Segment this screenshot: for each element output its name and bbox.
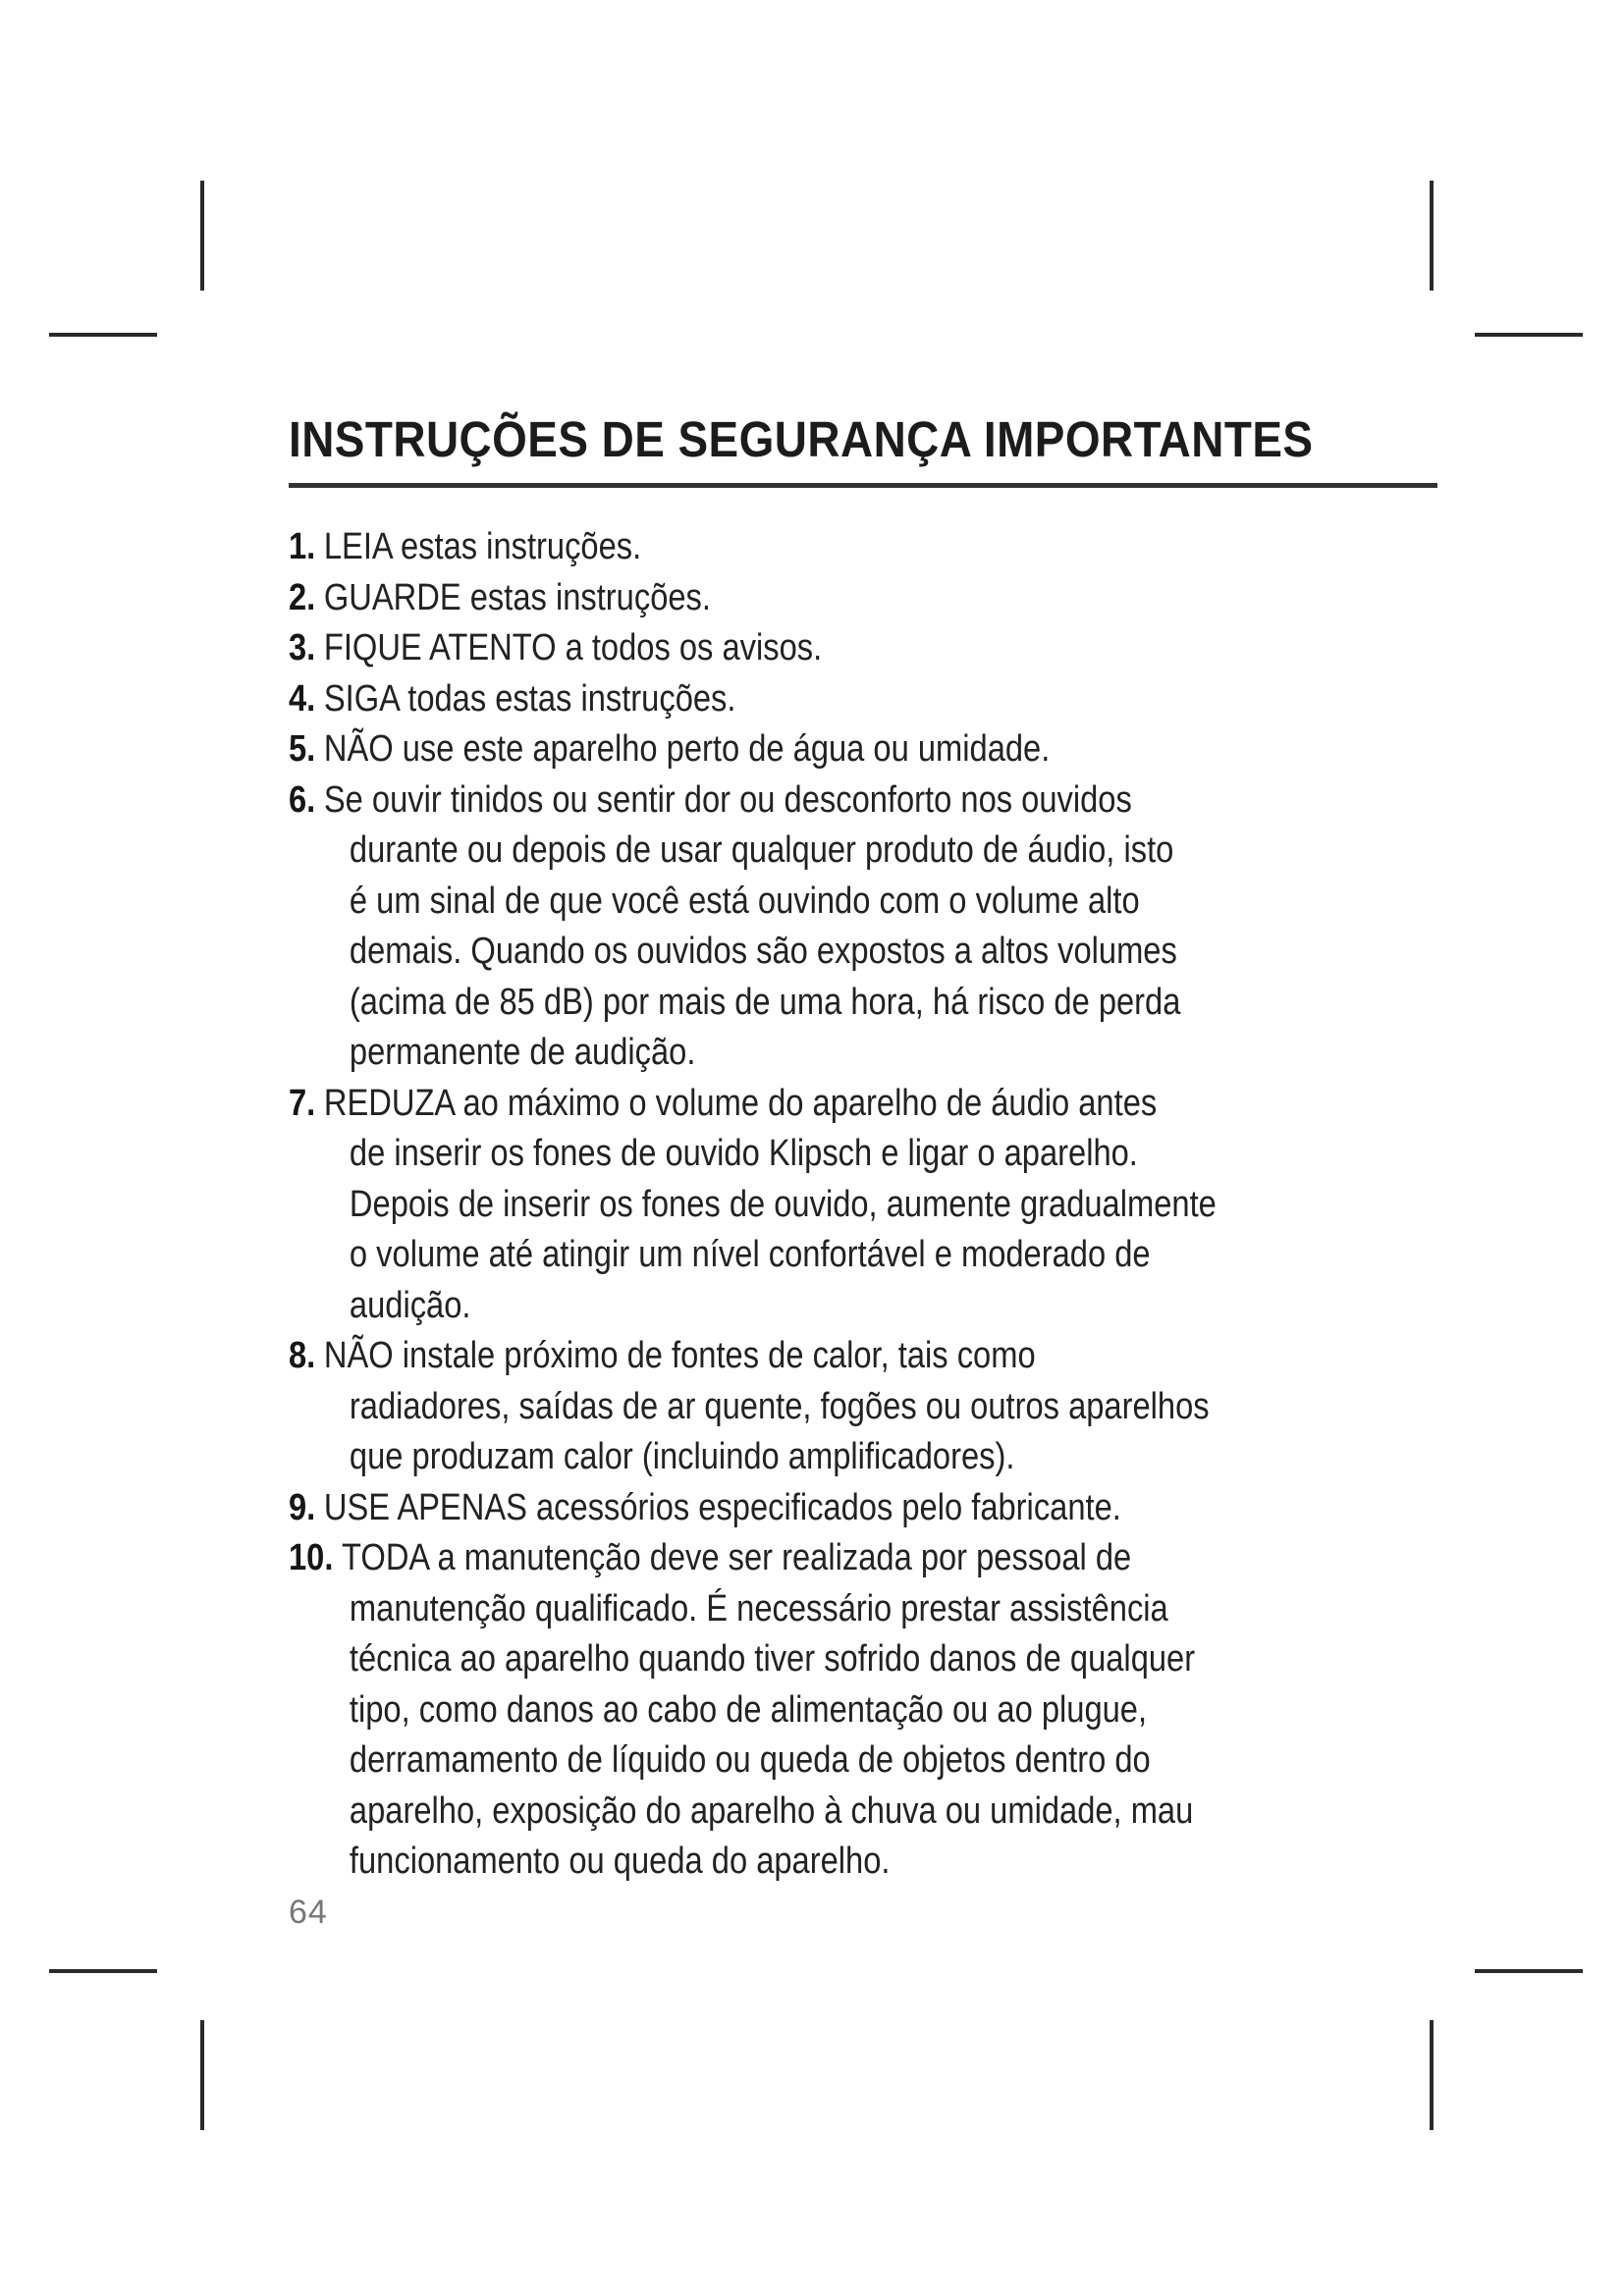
instruction-text: GUARDE estas instruções.: [323, 576, 711, 618]
page-content: [289, 410, 1437, 1882]
instruction-text: técnica ao aparelho quando tiver sofrido danos de qualquer: [349, 1638, 1196, 1680]
instruction-text: de inserir os fones de ouvido Klipsch e ligar o aparelho.: [349, 1133, 1138, 1174]
instruction-text: que produzam calor (incluindo amplificadores).: [349, 1436, 1015, 1477]
instruction-text: funcionamento ou queda do aparelho.: [349, 1841, 891, 1882]
instruction-number: 10.: [289, 1537, 334, 1578]
instruction-text: SIGA todas estas instruções.: [323, 677, 736, 720]
instruction-text: USE APENAS acessórios especificados pelo fabricante.: [323, 1486, 1121, 1528]
instruction-number: 7.: [289, 1082, 316, 1124]
instruction-item: [289, 1483, 1462, 1534]
instruction-text: NÃO use este aparelho perto de água ou umidade.: [323, 728, 1051, 770]
instruction-text: derramamento de líquido ou queda de objetos dentro do: [349, 1739, 1151, 1781]
instruction-number: 4.: [289, 677, 316, 720]
instruction-text: radiadores, saídas de ar quente, fogões ou outros aparelhos: [349, 1385, 1210, 1427]
instruction-text: REDUZA ao máximo o volume do aparelho de áudio antes: [323, 1082, 1158, 1124]
instruction-text: audição.: [349, 1284, 471, 1326]
crop-mark-bottom-left-horizontal: [49, 1969, 157, 1973]
page-title: INSTRUÇÕES DE SEGURANÇA IMPORTANTES: [289, 411, 1314, 467]
instruction-item: [289, 573, 1462, 624]
crop-mark-top-right-horizontal: [1475, 333, 1583, 337]
crop-mark-bottom-right-horizontal: [1475, 1969, 1583, 1973]
crop-mark-top-left-horizontal: [49, 333, 157, 337]
instruction-number: 8.: [289, 1335, 316, 1376]
instruction-text: aparelho, exposição do aparelho à chuva ou umidade, mau: [349, 1789, 1194, 1832]
instruction-number: 9.: [289, 1486, 316, 1528]
title-block: [289, 410, 1437, 488]
crop-mark-bottom-left-vertical: [200, 2020, 204, 2130]
instruction-text: LEIA estas instruções.: [323, 526, 642, 567]
safety-instructions-list: [289, 522, 1467, 1888]
instruction-item: [289, 1331, 1462, 1483]
instruction-text: permanente de audição.: [349, 1032, 696, 1073]
crop-mark-top-right-vertical: [1430, 181, 1434, 291]
instruction-number: 2.: [289, 576, 316, 618]
instruction-number: 6.: [289, 778, 316, 821]
instruction-number: 1.: [289, 526, 316, 567]
instruction-number: 5.: [289, 728, 316, 770]
page-number: 64: [289, 1894, 328, 1931]
instruction-item: [289, 775, 1462, 1079]
instruction-text: Se ouvir tinidos ou sentir dor ou desconforto nos ouvidos: [323, 778, 1132, 821]
instruction-text: Depois de inserir os fones de ouvido, aumente gradualmente: [349, 1183, 1217, 1225]
instruction-item: [289, 674, 1462, 725]
instruction-text: FIQUE ATENTO a todos os avisos.: [323, 627, 823, 668]
crop-mark-bottom-right-vertical: [1430, 2020, 1434, 2130]
instruction-text: é um sinal de que você está ouvindo com o volume alto: [349, 880, 1140, 922]
instruction-text: manutenção qualificado. É necessário prestar assistência: [349, 1587, 1168, 1629]
instruction-item: [289, 522, 1462, 573]
instruction-text: durante ou depois de usar qualquer produto de áudio, isto: [349, 829, 1174, 871]
instruction-item: [289, 623, 1462, 674]
instruction-text: TODA a manutenção deve ser realizada por pessoal de: [342, 1537, 1132, 1578]
instruction-item: [289, 724, 1462, 775]
instruction-item: [289, 1533, 1462, 1888]
instruction-text: tipo, como danos ao cabo de alimentação ou ao plugue,: [349, 1688, 1148, 1731]
instruction-number: 3.: [289, 627, 316, 668]
crop-mark-top-left-vertical: [200, 181, 204, 291]
instruction-text: demais. Quando os ouvidos são expostos a altos volumes: [349, 931, 1177, 972]
instruction-item: [289, 1079, 1462, 1332]
instruction-text: NÃO instale próximo de fontes de calor, tais como: [323, 1335, 1036, 1376]
instruction-text: (acima de 85 dB) por mais de uma hora, há risco de perda: [349, 981, 1181, 1023]
instruction-text: o volume até atingir um nível confortável e moderado de: [349, 1234, 1151, 1275]
